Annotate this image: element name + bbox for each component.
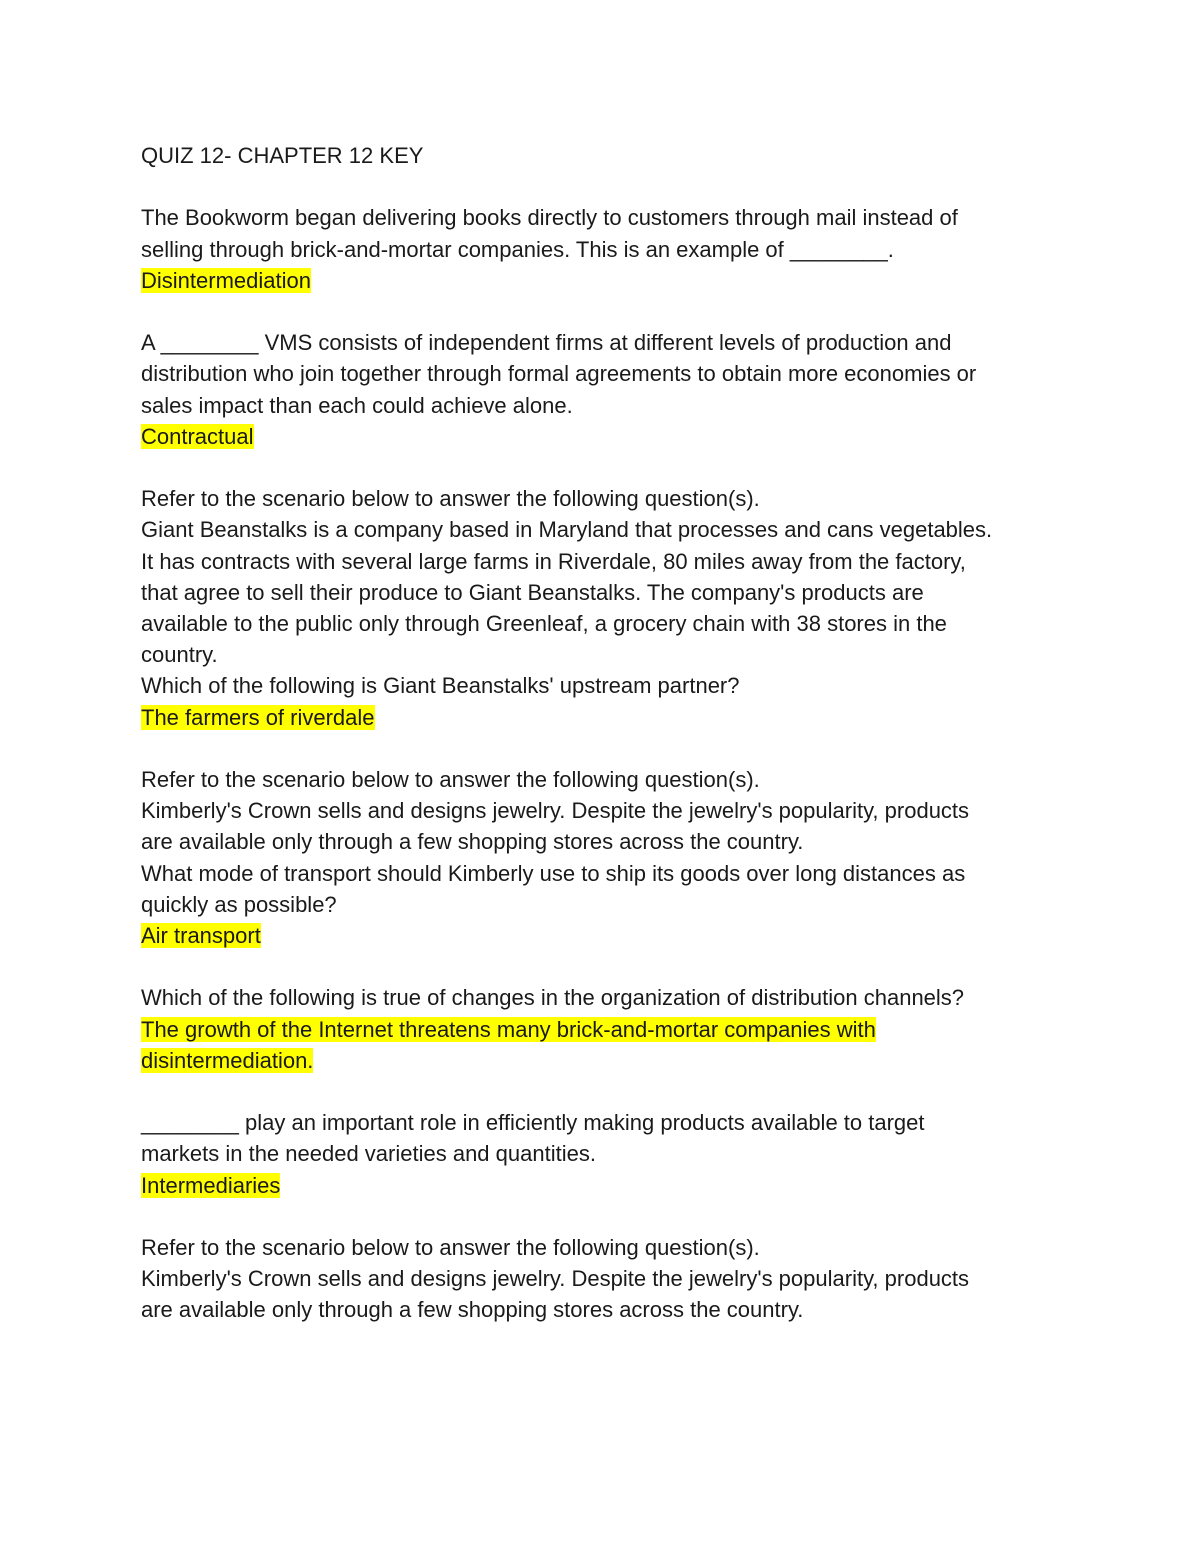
- question-text-line: Kimberly's Crown sells and designs jewelry. Despite the jewelry's popularity, products: [141, 798, 970, 824]
- question-text-line: available to the public only through Greenleaf, a grocery chain with 38 stores in the: [141, 611, 947, 636]
- question-text-line: are available only through a few shopping stores across the country.: [141, 1297, 804, 1323]
- question-text-line: It has contracts with several large farms in Riverdale, 80 miles away from the factory,: [141, 548, 966, 574]
- question-text-line: A ________ VMS consists of independent firms at different levels of production and: [141, 330, 952, 356]
- spacer: [141, 171, 1081, 202]
- question-text-line: that agree to sell their produce to Giant Beanstalks. The company's products are: [141, 579, 924, 605]
- question-text-line: country.: [141, 642, 218, 668]
- question-text-line: distribution who join together through formal agreements to obtain more economies or: [141, 361, 977, 387]
- question-text-line: selling through brick-and-mortar companies. This is an example of ________.: [141, 236, 894, 262]
- question-text-line: markets in the needed varieties and quantities.: [141, 1141, 596, 1167]
- question-text-line: Giant Beanstalks is a company based in Maryland that processes and cans vegetables.: [141, 517, 993, 543]
- question-text-line: Which of the following is true of changes in the organization of distribution channels?: [141, 985, 965, 1011]
- spacer: [141, 452, 1081, 483]
- question-text-line: Refer to the scenario below to answer the following question(s).: [141, 486, 760, 512]
- answer-line: [141, 702, 1081, 733]
- question-text-line: Which of the following is Giant Beanstalks' upstream partner?: [141, 673, 740, 699]
- answer-line: [141, 1045, 1081, 1076]
- highlighted-answer: The farmers of riverdale: [141, 704, 375, 730]
- question-text-line: Refer to the scenario below to answer the following question(s).: [141, 1235, 760, 1260]
- question-4: [141, 764, 1081, 951]
- answer-line: [141, 1170, 1081, 1201]
- spacer: [141, 951, 1081, 982]
- question-text-line: Kimberly's Crown sells and designs jewelry. Despite the jewelry's popularity, products: [141, 1266, 970, 1292]
- question-5: [141, 982, 1081, 1076]
- highlighted-answer: disintermediation.: [141, 1047, 314, 1073]
- spacer: [141, 1201, 1081, 1232]
- document-title: QUIZ 12- CHAPTER 12 KEY: [141, 143, 424, 168]
- answer-line: [141, 1014, 1081, 1045]
- question-3: [141, 483, 1081, 733]
- question-text-line: sales impact than each could achieve alone.: [141, 392, 573, 418]
- question-text-line: are available only through a few shopping stores across the country.: [141, 829, 804, 855]
- question-text-line: What mode of transport should Kimberly use to ship its goods over long distances as: [141, 860, 966, 886]
- spacer: [141, 733, 1081, 764]
- answer-line: [141, 920, 1081, 951]
- question-6: [141, 1107, 1081, 1201]
- answer-line: [141, 265, 1081, 296]
- highlighted-answer: Contractual: [141, 423, 254, 449]
- answer-line: [141, 421, 1081, 452]
- question-text-line: quickly as possible?: [141, 891, 337, 917]
- question-text-line: Refer to the scenario below to answer the following question(s).: [141, 767, 760, 792]
- highlighted-answer: Disintermediation: [141, 267, 311, 293]
- question-text-line: The Bookworm began delivering books directly to customers through mail instead of: [141, 205, 958, 231]
- spacer: [141, 1076, 1081, 1107]
- highlighted-answer: Intermediaries: [141, 1172, 281, 1198]
- question-text-line: ________ play an important role in efficiently making products available to target: [141, 1110, 925, 1136]
- document-page: [141, 140, 1081, 1326]
- question-2: [141, 327, 1081, 452]
- question-1: [141, 202, 1081, 296]
- highlighted-answer: Air transport: [141, 923, 261, 949]
- spacer: [141, 296, 1081, 327]
- highlighted-answer: The growth of the Internet threatens many brick-and-mortar companies with: [141, 1016, 876, 1042]
- question-7: [141, 1232, 1081, 1326]
